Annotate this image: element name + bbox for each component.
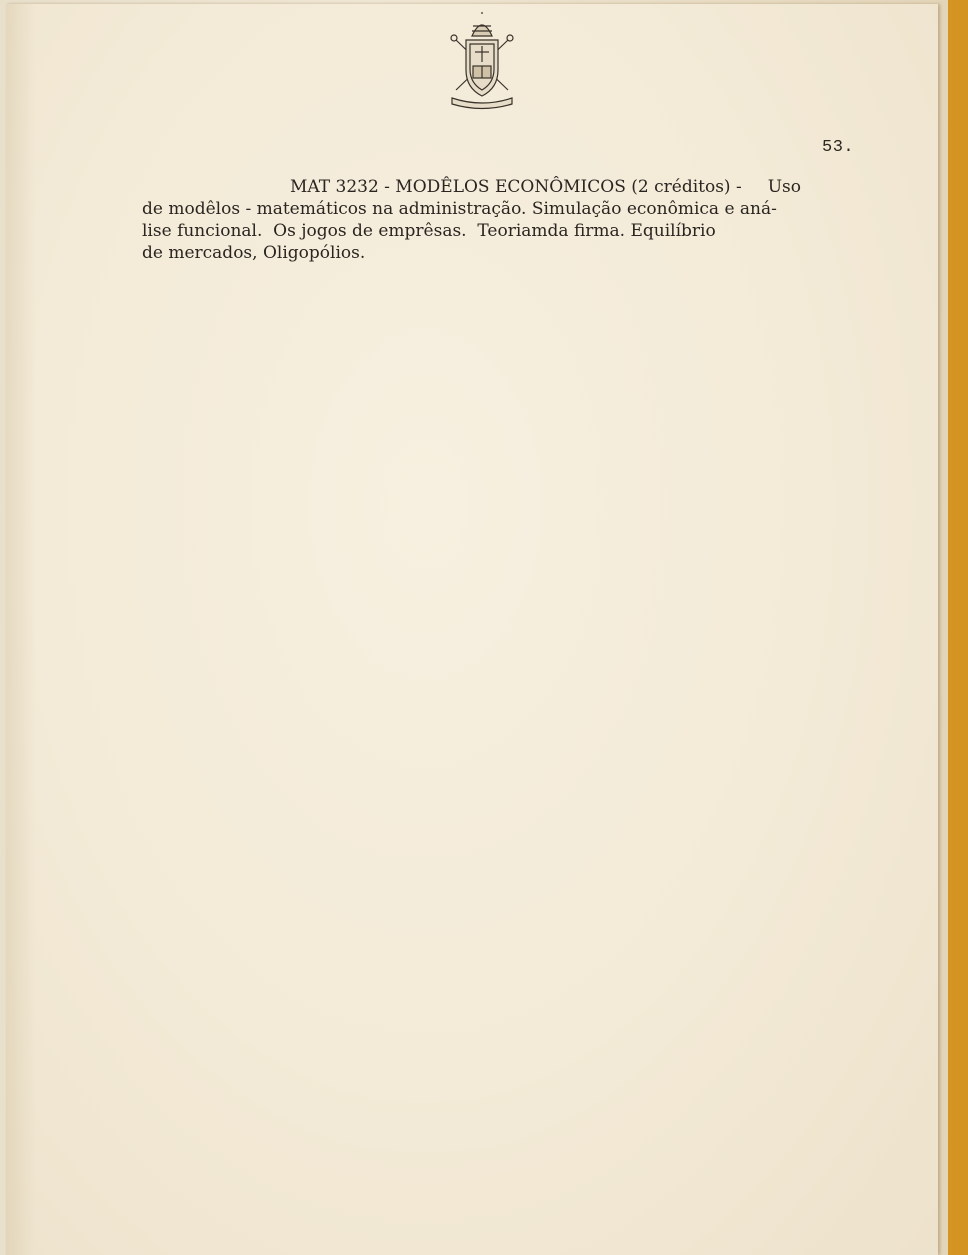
description-line-1: Uso bbox=[767, 177, 802, 197]
description-line-2: de modêlos - matemáticos na administração. Simulação econômica e aná- bbox=[142, 199, 777, 219]
university-crest-icon bbox=[442, 12, 522, 112]
description-line-3: lise funcional. Os jogos de emprêsas. Teoriamda firma. Equilíbrio bbox=[142, 221, 716, 241]
course-description bbox=[142, 176, 862, 264]
course-heading-line bbox=[142, 176, 862, 198]
description-line-4: de mercados, Oligopólios. bbox=[142, 243, 366, 263]
page-number: 53. bbox=[822, 138, 855, 157]
document-page bbox=[6, 4, 938, 1255]
course-heading: MAT 3232 - MODÊLOS ECONÔMICOS (2 créditos) - bbox=[290, 177, 742, 197]
